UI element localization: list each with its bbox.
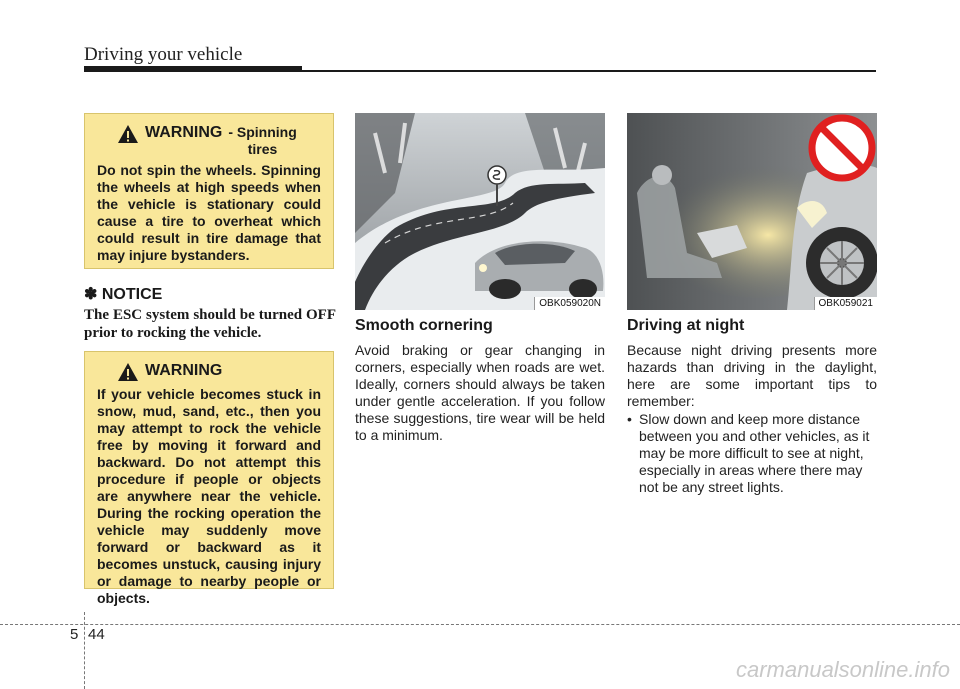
page-chapter-number: 5 — [70, 626, 79, 643]
warning-triangle-icon — [117, 362, 139, 382]
driving-at-night-intro: Because night driving presents more hazards than driving in the daylight, here are some important tips to remember: — [627, 342, 877, 409]
warning-triangle-icon — [117, 124, 139, 144]
footer-rule — [0, 624, 960, 625]
image-driving-at-night — [627, 113, 877, 310]
image-code: OBK059021 — [814, 297, 878, 310]
header-rule-thin — [302, 70, 876, 72]
bullet-dot-icon: • — [627, 411, 632, 427]
section-body-smooth-cornering: Avoid braking or gear changing in corners, especially when roads are wet. Ideally, corners should always be taken under gentle acceleration. If you follow these suggestions, tire wear will be held to a minimum. — [355, 342, 605, 443]
warning-label: WARNING — [145, 124, 223, 141]
footer-vertical-rule — [84, 612, 85, 689]
watermark: carmanualsonline.info — [735, 657, 950, 682]
night-driving-illustration — [627, 113, 877, 310]
warning-subtitle — [228, 124, 296, 158]
warning-body: If your vehicle becomes stuck in snow, mud, sand, etc., then you may attempt to rock the vehicle free by moving it forward and backward. Do not attempt this procedure if people or objects are anywhere near the vehicle. During the rocking operation the vehicle may suddenly move forward or backward as it becomes unstuck, causing injury or damage to nearby people or objects. — [97, 386, 321, 606]
section-title-smooth-cornering: Smooth cornering — [355, 317, 493, 334]
warning-subtitle-line2: tires — [247, 141, 278, 157]
warning-body: Do not spin the wheels. Spinning the wheels at high speeds when the vehicle is stationary could cause a tire to overheat which could result in tire damage that may injure bystanders. — [97, 162, 321, 263]
warning-header — [117, 124, 321, 158]
bullet-text: Slow down and keep more distance between you and other vehicles, as it may be more difficult to see at night, especially in areas where there may not be any street lights. — [639, 411, 870, 495]
section-body-driving-at-night — [627, 342, 877, 496]
page-number: 44 — [88, 626, 105, 643]
notice-title: ✽ NOTICE — [84, 286, 163, 303]
warning-box-stuck-vehicle — [84, 351, 334, 606]
page-header-title: Driving your vehicle — [84, 44, 243, 65]
list-item — [627, 411, 877, 496]
snowy-road-car-illustration — [355, 113, 605, 310]
header-rule-thick — [84, 66, 302, 72]
warning-subtitle-line1: - Spinning — [228, 124, 297, 140]
warning-box-spinning-tires — [84, 113, 334, 269]
warning-header — [117, 362, 321, 382]
section-title-driving-at-night: Driving at night — [627, 317, 745, 334]
image-code: OBK059020N — [534, 297, 605, 310]
image-smooth-cornering — [355, 113, 605, 310]
notice-body: The ESC system should be turned OFF prior to rocking the vehicle. — [84, 307, 336, 341]
warning-label: WARNING — [145, 362, 223, 379]
